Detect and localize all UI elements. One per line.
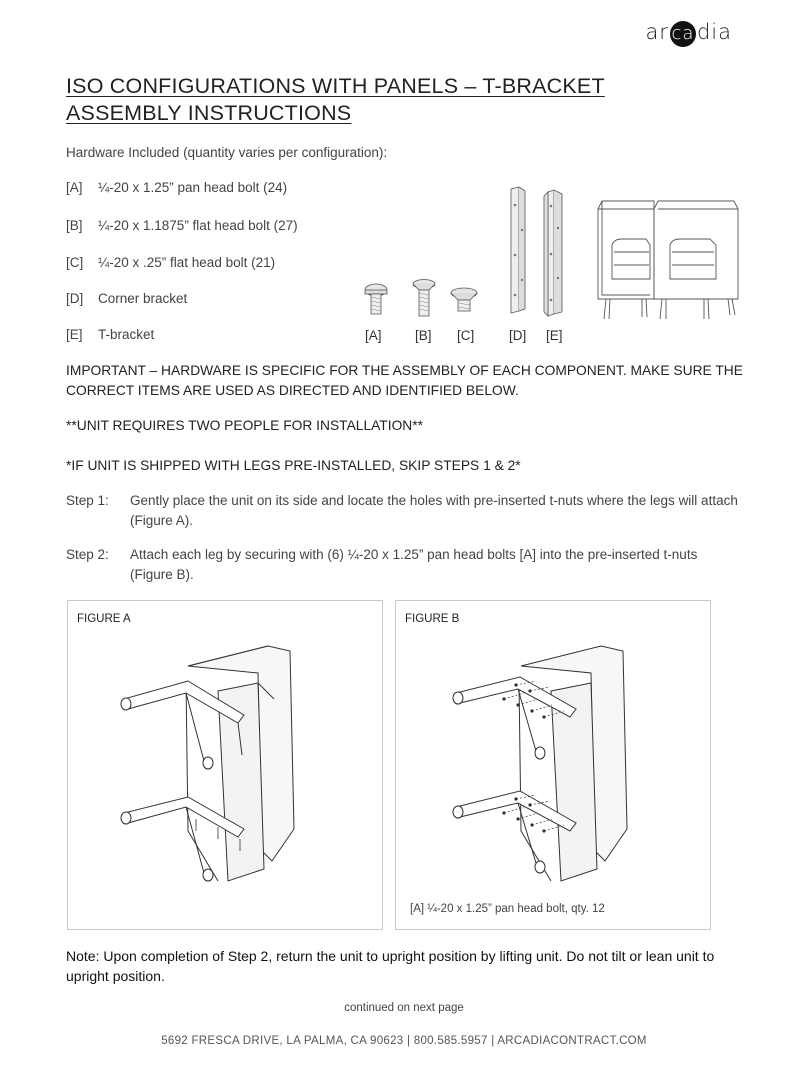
hardware-item: [B] ¼-20 x 1.1875” flat head bolt (27) — [66, 218, 298, 233]
brand-logo — [645, 20, 732, 47]
completion-note: Note: Upon completion of Step 2, return the unit to upright position by lifting unit. Do not tilt or lean unit to upright position. — [66, 948, 715, 984]
legs-preinstalled-notice: *IF UNIT IS SHIPPED WITH LEGS PRE-INSTALLED, SKIP STEPS 1 & 2* — [66, 458, 521, 473]
step-2 — [66, 545, 746, 587]
page-title — [66, 73, 605, 127]
two-people-notice: **UNIT REQUIRES TWO PEOPLE FOR INSTALLATION** — [66, 418, 424, 433]
logo-circle: ca — [670, 21, 696, 47]
logo-text-start: ar — [645, 20, 669, 44]
illustration-label: [E] — [546, 328, 563, 343]
step-label: Step 1: — [66, 493, 109, 508]
hardware-item: [D] Corner bracket — [66, 291, 188, 306]
logo-text-end: dia — [696, 20, 732, 44]
illustration-label: [D] — [509, 328, 527, 343]
step-label: Step 2: — [66, 547, 109, 562]
page-title-line1: ISO CONFIGURATIONS WITH PANELS – T-BRACKET — [66, 74, 605, 98]
illustration-label: [C] — [457, 328, 475, 343]
step-text: Attach each leg by securing with (6) ¼-20 x 1.25” pan head bolts [A] into the pre-inserted t-nuts (Figure B). — [130, 547, 698, 582]
important-notice: IMPORTANT – HARDWARE IS SPECIFIC FOR THE ASSEMBLY OF EACH COMPONENT. MAKE SURE THE CORRECT ITEMS ARE USED AS DIRECTED AND IDENTIFIED BELOW. — [66, 363, 743, 398]
illustration-label: [A] — [365, 328, 382, 343]
continued-text: continued on next page — [344, 1002, 464, 1014]
flat-head-bolt-long-illustration — [411, 278, 437, 320]
pan-head-bolt-illustration — [362, 282, 390, 318]
figure-b-drawing — [396, 601, 710, 929]
step-text: Gently place the unit on its side and locate the holes with pre-inserted t-nuts where the legs will attach (Figure A). — [130, 493, 738, 528]
page-title-line2: ASSEMBLY INSTRUCTIONS — [66, 101, 352, 125]
t-bracket-illustration — [540, 188, 570, 318]
figure-b — [395, 600, 711, 930]
hardware-item: [E] T-bracket — [66, 327, 155, 342]
step-1 — [66, 491, 746, 533]
corner-bracket-illustration — [505, 185, 531, 315]
footer-contact: 5692 FRESCA DRIVE, LA PALMA, CA 90623 | 800.585.5957 | ARCADIACONTRACT.COM — [161, 1035, 647, 1047]
hardware-item: [C] ¼-20 x .25” flat head bolt (21) — [66, 255, 276, 270]
figure-a-drawing — [68, 601, 382, 929]
figure-a-title: FIGURE A — [77, 613, 131, 625]
figure-b-title: FIGURE B — [405, 613, 460, 625]
figure-a — [67, 600, 383, 930]
hardware-item: [A] ¼-20 x 1.25” pan head bolt (24) — [66, 180, 288, 195]
figure-b-caption: [A] ¼-20 x 1.25” pan head bolt, qty. 12 — [410, 903, 605, 915]
hardware-intro: Hardware Included (quantity varies per configuration): — [66, 145, 388, 160]
illustration-label: [B] — [415, 328, 432, 343]
iso-booth-illustration — [592, 195, 744, 323]
flat-head-bolt-short-illustration — [449, 286, 479, 316]
